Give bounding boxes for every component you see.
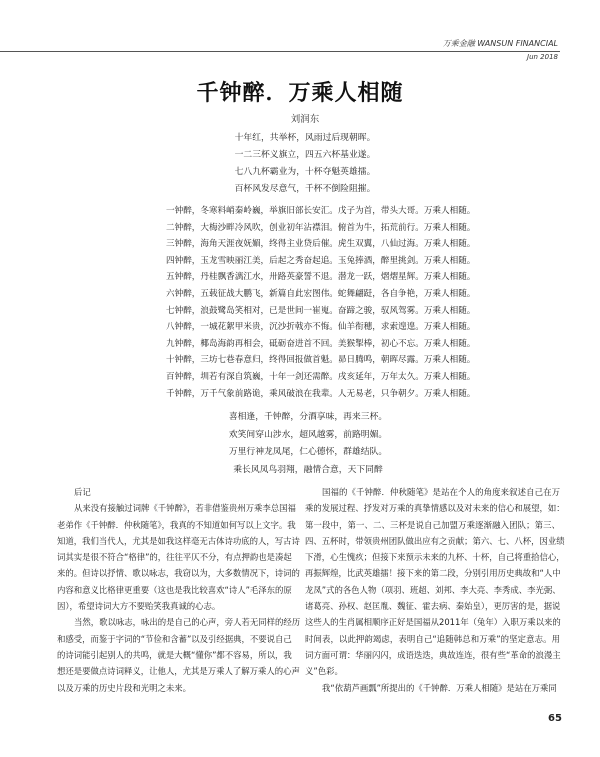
stanza-line: 七钟醉，浪鼓鹭岛笑相对，已是世间一崔嵬。奋蹄之骏，驭风驾雾。万乘人相随。 [166, 305, 476, 316]
paragraph-line: 从来没有接触过词牌《千钟醉》，若非借鉴贵州万乘李总国福 [74, 503, 296, 514]
paragraph-line: 时间表，以此押韵竭虑，表明自己“追随韩总和万乘”的坚定意志。用 [305, 633, 560, 644]
afterword-left-column [57, 484, 301, 696]
stanza-line: 八钟醉，一城花絮甲米贵，沉沙折戟亦不悔。仙羊衔穗，求索遑遑。万乘人相随。 [166, 322, 476, 333]
closing-line: 欢笑间穿山涉水，超风越雾，前路明媚。 [228, 429, 388, 440]
header-rule [0, 51, 560, 52]
stanza-line: 五钟醉，丹桂飘香漓江水，卅路英豪誓不退。潜龙一跃，熠熠星辉。万乘人相随。 [166, 272, 476, 283]
paragraph-line: 的诗词能引起别人的共鸣，就是大概“懂你”都不容易，所以，我 [57, 649, 292, 660]
poem-stanza [166, 203, 475, 402]
paragraph-line: 当然，歌以咏志，咏出的是自己的心声，旁人若无同样的经历 [74, 617, 301, 628]
paragraph-line: 老弟作《千钟醉．仲秋随笔》，我真的不知道如何写以上文字。我 [57, 519, 296, 530]
paragraph-line: 下滑，心生愧疚；但接下来预示未来的九杯、十杯，自己将重拾信心， [305, 552, 565, 563]
article-title: 千钟醉．万乘人相随 [196, 81, 404, 106]
stanza-line: 千钟醉，万千气象前路诡，乘风破浪在我辈。人无易老，只争朝夕。万乘人相随。 [166, 388, 476, 399]
paragraph-line: 因），希望诗词大方不要贻笑我真诚的心志。 [57, 601, 221, 612]
poem-line: 七八九杯霸业为，十杯夺魁英雄擂。 [234, 167, 376, 177]
stanza-line: 二钟醉，大梅沙畔冷风吹，创业初年沾襟泪。俯首为牛，拓荒前行。万乘人相随。 [166, 222, 476, 233]
paragraph-line: 来的。但诗以抒情、歌以咏志，我窃以为，大多数情况下，诗词的 [57, 568, 300, 579]
publication-header: 万乘金融 WANSUN FINANCIAL [442, 39, 558, 48]
paragraph-line: 诸葛亮、孙权、赵匡胤、魏征、霍去病、秦始皇），更厉害的是，据说 [305, 601, 561, 612]
paragraph-line: 想还是要做点诗词释义，让他人，尤其是万乘人了解万乘人的心声 [57, 666, 300, 677]
stanza-line: 六钟醉，五载征战大鹏飞，新篇自此宏图伟。蛇舞翩跹，各自争艳，万乘人相随。 [166, 288, 476, 299]
stanza-line: 十钟醉，三坊七巷春意归，终得回报做首魁。昴日腾鸣，朝晖尽露。万乘人相随。 [166, 355, 476, 366]
poem-line: 一二三杯义旗立，四五六杯基业遂。 [234, 150, 376, 160]
stanza-line: 九钟醉，椰岛海韵再相会，砥砺奋进首不回。美猴掣棒，初心不忘。万乘人相随。 [166, 338, 476, 349]
poem-closing [0, 409, 600, 479]
paragraph-line: 义”色彩。 [305, 666, 343, 677]
paragraph-line: 乘的发展过程、抒发对万乘的真挚情感以及对未来的信心和展望，如： [305, 503, 565, 514]
paragraph-line: 国福的《千钟醉．仲秋随笔》是站在个人的角度来叙述自己在万 [322, 487, 560, 497]
paragraph-line: 内容和意义比格律更重要（这也是我比较喜欢“诗人”毛泽东的原 [57, 584, 292, 595]
poem-line: 百杯风发尽意气，千杯不倒险阻摧。 [234, 184, 376, 194]
stanza-line: 百钟醉，圳若有深自筑巍，十年一剑还需醉。戌亥延年，万年太久。万乘人相随。 [166, 371, 476, 382]
stanza-line: 三钟醉，海角天涯夜妩媚，终得主业贷后催。虎生双翼，八仙过海。万乘人相随。 [166, 239, 476, 250]
poem-line: 十年红，共举杯，风雨过后现朝晖。 [234, 133, 376, 143]
closing-line: 万里行神龙凤尾，仁心德怀，群雄结队。 [228, 447, 388, 457]
paragraph-line: 词其实是很不符合“格律”的，往往平仄不分，有点押韵也是凑起 [57, 552, 292, 563]
paragraph-line: 第一段中，第一、二、三杯是说自己加盟万乘逐渐融入团队；第三、 [305, 519, 560, 530]
paragraph-line: 龙凤”式的各色人物（项羽、班超、刘邦、李大亮、李秀成、李光弼、 [305, 584, 561, 595]
stanza-line: 四钟醉，玉龙雪映丽江美，后起之秀奋起追。玉兔捧酒，醉里挑剑。万乘人相随。 [166, 255, 476, 266]
closing-line: 乘长风凤鸟羽翔，融情合意，天下同醉 [233, 464, 383, 475]
paragraph-line: 词方面可谓：华丽闪闪，成语迭迭，典故连连，很有些“革命的浪漫主 [305, 649, 561, 660]
paragraph-line: 这些人的生肖属相顺序正好是国福从2011年（兔年）入职万乘以来的 [305, 617, 561, 628]
poem-intro [0, 130, 600, 198]
stanza-line: 一钟醉，冬寒料峭秦岭巍，举旗旧部长安汇。戊子为首，带头大哥。万乘人相随。 [166, 206, 476, 216]
paragraph-line: 四、五杯时，带领贵州团队做出应有之贡献；第六、七、八杯，因业绩 [305, 535, 565, 546]
paragraph-line: 和感受，而鉴于字词的“节俭和含蓄”以及引经据典，不要说自己 [57, 633, 292, 644]
paragraph-line: 再振辉煌，比武英雄擂！接下来的第二段，分别引用历史典故和“人中 [305, 568, 561, 579]
paragraph-line: 我“依葫芦画瓢”所提出的《千钟醉．万乘人相随》是站在万乘同 [322, 682, 557, 693]
closing-line: 喜相逢，千钟醉，分酒享味，再来三杯。 [228, 412, 388, 422]
page-number: 65 [548, 713, 562, 724]
paragraph-line: 以及万乘的历史片段和光明之未来。 [57, 682, 191, 693]
issue-date: Jun 2018 [527, 53, 558, 61]
author-name: 刘润东 [290, 114, 320, 125]
afterword-heading: 后记 [74, 487, 91, 497]
paragraph-line: 知道，我们当代人，尤其是如我这样毫无古体诗功底的人，写古诗 [57, 535, 300, 546]
afterword-right-column [305, 484, 565, 696]
